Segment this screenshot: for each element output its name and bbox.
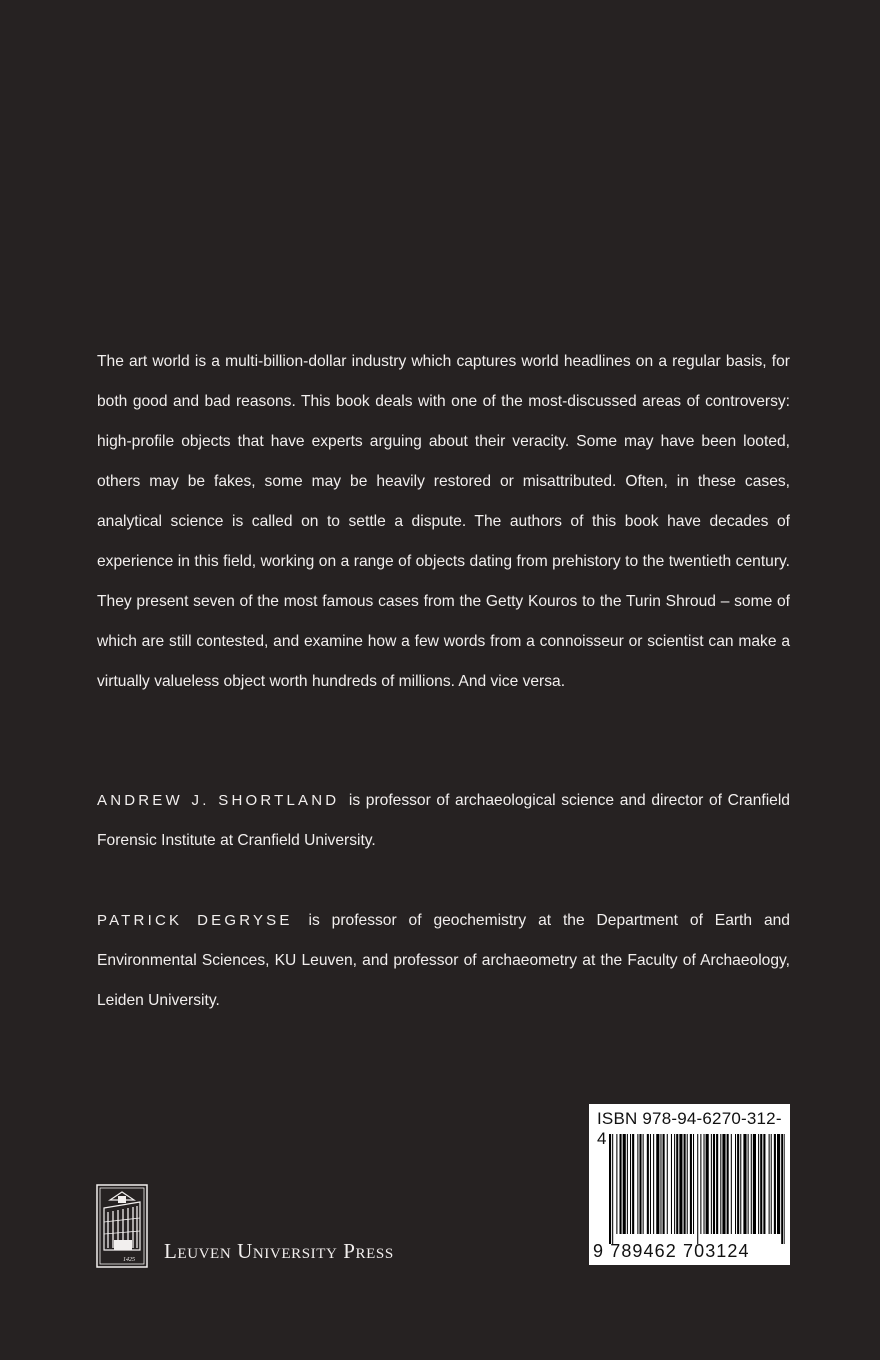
book-description: The art world is a multi-billion-dollar industry which captures world headlines on a regular basis, for both good and bad reasons. This book deals with one of the most-discussed areas of controversy: high-profile objects that have experts arguing about their veracity. Some may have been looted, others may be fakes, some may be heavily restored or misattributed. Often, in these cases, analytical science is called on to settle a dispute. The authors of this book have decades of experience in this field, working on a range of objects dating from prehistory to the twentieth century. They present seven of the most famous cases from the Getty Kouros to the Turin Shroud – some of which are still contested, and examine how a few words from a connoisseur or scientist can make a virtually valueless object worth hundreds of millions. And vice versa. [97,353,790,690]
barcode-bar [620,1134,622,1234]
barcode-bar [777,1134,780,1234]
barcode-bar [674,1134,675,1234]
barcode-bar [643,1134,644,1234]
barcode-bar [781,1134,783,1244]
barcode-bar [623,1134,626,1234]
barcode-bar [653,1134,654,1234]
barcode-bar [735,1134,736,1234]
barcode-bar [663,1134,665,1234]
barcode-bar [769,1134,770,1234]
author-name: ANDREW J. SHORTLAND [97,792,340,809]
barcode-bar [731,1134,732,1234]
author-bio-shortland [97,781,790,861]
barcode-bar [639,1134,641,1234]
barcode-bar [784,1134,785,1244]
barcode-bar [630,1134,631,1234]
isbn-barcode [589,1104,790,1265]
barcode-bar [687,1134,688,1234]
barcode-bar [763,1134,765,1234]
barcode-bar [716,1134,718,1234]
barcode-bar [647,1134,649,1234]
barcode-bar [656,1134,659,1234]
barcode-bar [774,1134,776,1234]
barcode-bar [616,1134,617,1234]
barcode-bar [753,1134,756,1234]
logo-year: 1425 [123,1257,135,1263]
barcode-bar [704,1134,705,1234]
barcode-bar [650,1134,651,1234]
barcode-bars [609,1134,785,1244]
author-bio-text: is professor of geochemistry at the Department of Earth and Environmental Sciences, KU Leuven, and professor of archaeometry at the Faculty of Archaeology, Leiden University. [97,912,790,1009]
barcode-bar [667,1134,668,1234]
barcode-bar [706,1134,709,1234]
author-name: PATRICK DEGRYSE [97,912,293,929]
barcode-bar [720,1134,721,1234]
barcode-bar [751,1134,752,1234]
barcode-bar [671,1134,672,1234]
author-bio-degryse [97,901,790,1021]
publisher-name: Leuven University Press [164,1239,394,1263]
barcode-bar [684,1134,686,1234]
barcode-bar [760,1134,762,1234]
barcode-bar [679,1134,682,1234]
barcode-bar [690,1134,692,1234]
barcode-bar [700,1134,701,1234]
isbn-label: ISBN 978-94-6270-312-4 [597,1109,782,1148]
barcode-bar [609,1134,611,1244]
barcode-bar [660,1134,661,1234]
barcode-bar [758,1134,759,1234]
barcode-digits: 9 789462 703124 [593,1241,750,1261]
barcode-bar [637,1134,638,1234]
barcode-bar [748,1134,749,1234]
barcode-bar [771,1134,772,1234]
barcode-bar [711,1134,712,1234]
barcode-bar [627,1134,628,1234]
barcode-bar [676,1134,678,1234]
barcode-bar [722,1134,725,1234]
barcode-bar [740,1134,741,1234]
publisher-block [96,1184,394,1268]
barcode-bar [743,1134,746,1234]
barcode-bar [612,1134,613,1244]
barcode-bar [737,1134,739,1234]
university-building-logo-icon [96,1184,148,1268]
barcode-bar [632,1134,634,1234]
barcode-bar [697,1134,698,1244]
barcode-bar [727,1134,729,1234]
barcode-bar [693,1134,694,1234]
barcode-bar [713,1134,715,1234]
author-bio-text: is professor of archaeological science and director of Cranfield Forensic Institute at Cranfield University. [97,792,790,849]
